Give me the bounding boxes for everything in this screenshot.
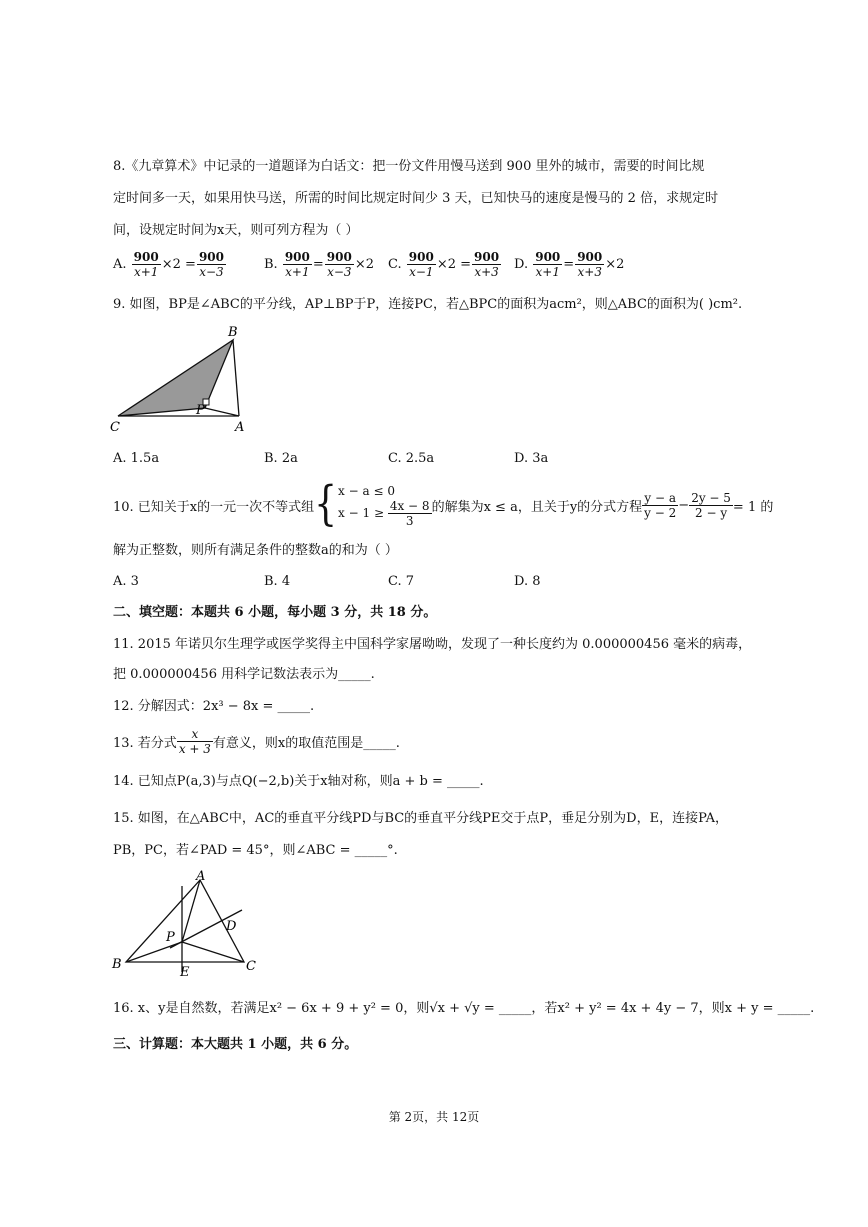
fraction: $\frac{900}{x+3}$: [474, 250, 500, 279]
fraction: x x + 3: [178, 726, 211, 756]
q10-option-a: A. 3: [113, 574, 139, 589]
inequality-1: x − a ≤ 0: [338, 483, 395, 498]
fraction: $\frac{4x - 8}{3}$: [389, 498, 430, 528]
q9-option-d: D. 3a: [514, 451, 549, 466]
label-b: B: [228, 325, 238, 340]
fraction: y − a y − 2: [644, 490, 677, 520]
fraction: $\frac{900}{x+1}$: [133, 250, 159, 279]
q10-line1: 10. 已知关于x的一元一次不等式组 { x − a ≤ 0 x − 1 ≥ $\frac{4x - 8}{3}$ 的解集为x ≤ a，且关于y的分式方程 y − a y − 2 − $\frac{2y - 5}{2 - y}$ = 1 的: [113, 477, 774, 531]
q16-text: 16. x、y是自然数，若满足x² − 6x + 9 + y² = 0，则√x + √y = _____，若x² + y² = 4x + 4y − 7，则x + y = _____.: [113, 1001, 815, 1016]
page-footer: 第 2页，共 12页: [388, 1110, 480, 1124]
q9-option-b: B. 2a: [264, 451, 298, 466]
segment-pa: [205, 408, 239, 416]
option-label: B.: [264, 257, 278, 272]
inequality-system: [338, 483, 432, 528]
q8-option-d: D. $\frac{900}{x+1}$ = $\frac{900}{x+3}$ ×2: [514, 250, 625, 279]
q8-line2: 定时间多一天，如果用快马送，所需的时间比规定时间少 3 天，已知快马的速度是慢马的 2 倍，求规定时: [113, 191, 719, 206]
label-d: D: [226, 919, 237, 934]
option-label: A.: [113, 257, 127, 272]
q9-option-c: C. 2.5a: [388, 451, 435, 466]
q8-option-c: C. $\frac{900}{x-1}$ ×2 = $\frac{900}{x+3}$: [388, 250, 500, 279]
label-a: A: [196, 869, 206, 884]
q13-text: 13. 若分式 x x + 3 有意义，则x的取值范围是_____.: [113, 726, 400, 756]
q10-mid: 的解集为x ≤ a，且关于y的分式方程: [431, 499, 643, 515]
q8-line1: 8.《九章算术》中记录的一道题译为白话文：把一份文件用慢马送到 900 里外的城市，需要的时间比规: [113, 159, 705, 174]
fraction: $\frac{900}{x+3}$: [577, 250, 603, 279]
fraction: $\frac{900}{x+1}$: [284, 250, 310, 279]
q15-figure: [108, 866, 268, 982]
section-heading-calculation: 三、计算题：本大题共 1 小题，共 6 分。: [113, 1037, 358, 1052]
fraction: $\frac{900}{x-1}$: [408, 250, 434, 279]
q14-text: 14. 已知点P(a,3)与点Q(−2,b)关于x轴对称，则a + b = _____.: [113, 774, 484, 789]
label-a: A: [235, 420, 245, 434]
fraction: $\frac{900}{x-3}$: [198, 250, 224, 279]
label-p: P: [196, 403, 205, 418]
option-label: C.: [388, 257, 402, 272]
q8-line3: 间，设规定时间为x天，则可列方程为（ ）: [113, 223, 359, 238]
q9-option-a: A. 1.5a: [113, 451, 160, 466]
label-c: C: [110, 420, 120, 434]
q12-text: 12. 分解因式：2x³ − 8x = _____.: [113, 699, 315, 714]
q8-option-a: A. $\frac{900}{x+1}$ ×2 = $\frac{900}{x-3}$: [113, 250, 224, 279]
label-b: B: [112, 957, 122, 972]
label-e: E: [180, 965, 190, 980]
section-heading-fill-in: 二、填空题：本题共 6 小题，每小题 3 分，共 18 分。: [113, 605, 437, 620]
q15-line1: 15. 如图，在△ABC中，AC的垂直平分线PD与BC的垂直平分线PE交于点P，垂足分别为D，E，连接PA，: [113, 811, 729, 826]
shaded-triangle-bpc: [118, 340, 233, 416]
option-label: D.: [514, 257, 529, 272]
q10-line2: 解为正整数，则所有满足条件的整数a的和为（ ）: [113, 543, 398, 558]
q9-figure: [108, 322, 258, 434]
fraction: $\frac{900}{x-3}$: [326, 250, 352, 279]
fraction: $\frac{900}{x+1}$: [535, 250, 561, 279]
q10-option-c: C. 7: [388, 574, 415, 589]
segment-ba: [233, 340, 239, 416]
fraction: $\frac{2y - 5}{2 - y}$: [691, 490, 731, 520]
q11-line1: 11. 2015 年诺贝尔生理学或医学奖得主中国科学家屠呦呦，发现了一种长度约为 0.000000456 毫米的病毒，: [113, 637, 752, 652]
q15-line2: PB，PC，若∠PAD = 45°，则∠ABC = _____°.: [113, 843, 398, 858]
q8-option-b: B. $\frac{900}{x+1}$ = $\frac{900}{x-3}$ ×2: [264, 250, 375, 279]
label-p: P: [166, 930, 175, 945]
label-c: C: [246, 959, 256, 974]
inequality-2-left: x − 1 ≥: [338, 505, 385, 520]
q10-option-d: D. 8: [514, 574, 541, 589]
q9-text: 9. 如图，BP是∠ABC的平分线，AP⊥BP于P，连接PC，若△BPC的面积为acm²，则△ABC的面积为( )cm².: [113, 297, 743, 312]
q11-line2: 把 0.000000456 用科学记数法表示为_____.: [113, 667, 375, 682]
q10-option-b: B. 4: [264, 574, 291, 589]
q10-prefix: 10. 已知关于x的一元一次不等式组: [113, 499, 315, 515]
system-brace: {: [314, 477, 338, 531]
